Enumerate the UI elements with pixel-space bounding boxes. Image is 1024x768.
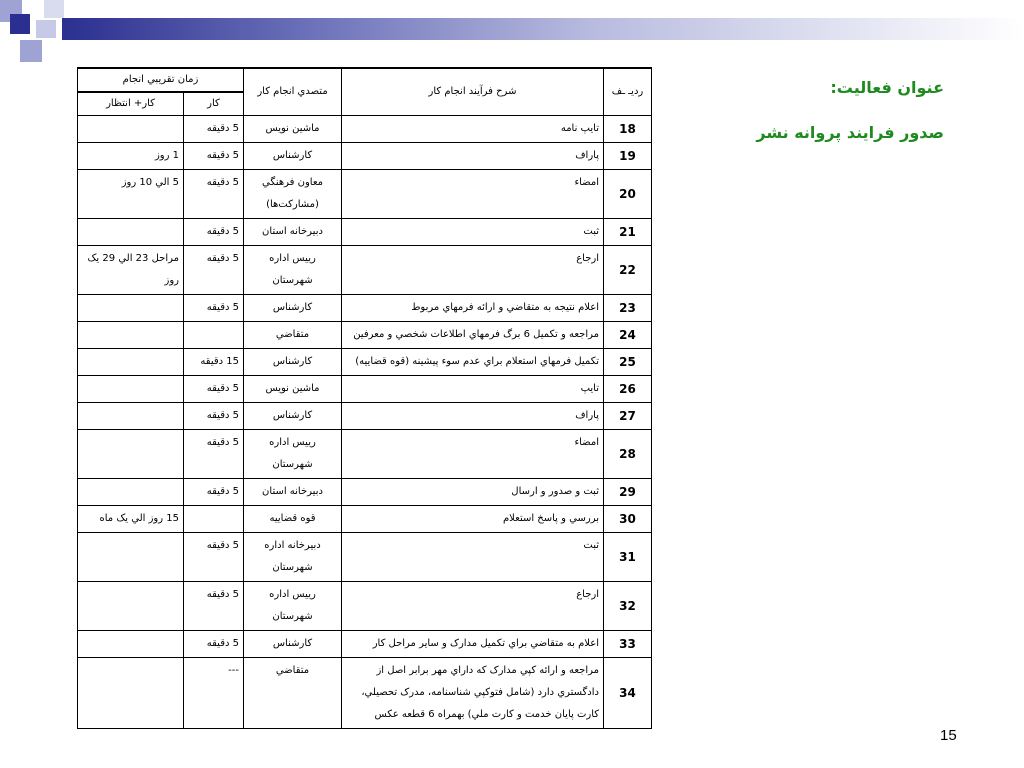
header-description: شرح فرآيند انجام کار [342,68,604,116]
cell-row-no: 28 [604,430,652,479]
cell-row-no: 30 [604,506,652,533]
cell-responsible: معاون فرهنگي (مشارکت‌ها) [244,170,342,219]
cell-work-time: 5 دقيقه [184,143,244,170]
cell-work-time: 5 دقيقه [184,116,244,143]
table-row [78,219,652,246]
table-row [78,376,652,403]
cell-responsible: رييس اداره شهرستان [244,430,342,479]
cell-responsible: کارشناس [244,349,342,376]
table-row [78,403,652,430]
cell-responsible: رييس اداره شهرستان [244,582,342,631]
cell-row-no: 21 [604,219,652,246]
cell-row-no: 26 [604,376,652,403]
cell-work-time [184,322,244,349]
cell-description: تکميل فرمهاي استعلام براي عدم سوء پيشينه (قوه قضاييه) [342,349,604,376]
cell-wait-time: 5 الي 10 روز [78,170,184,219]
cell-work-time [184,506,244,533]
cell-responsible: دبيرخانه اداره شهرستان [244,533,342,582]
header-row-no: رديـ ـف [604,68,652,116]
cell-responsible: دبيرخانه استان [244,479,342,506]
cell-responsible: دبيرخانه استان [244,219,342,246]
cell-work-time: 5 دقيقه [184,295,244,322]
cell-responsible: ماشين نويس [244,376,342,403]
cell-wait-time [78,322,184,349]
table-row [78,582,652,631]
table-body [78,116,652,729]
table-row [78,479,652,506]
cell-row-no: 32 [604,582,652,631]
cell-wait-time [78,430,184,479]
cell-wait-time [78,403,184,430]
cell-row-no: 33 [604,631,652,658]
header-responsible: متصدي انجام کار [244,68,342,116]
table-row [78,430,652,479]
table-row [78,658,652,729]
cell-wait-time [78,479,184,506]
cell-wait-time [78,533,184,582]
cell-description: مراجعه و ارائه کپي مدارک که داراي مهر برابر اصل از دادگستري دارد (شامل فتوکپي شناسنامه، مدرک تحصيلي، کارت پايان خدمت و کارت ملي) بهمراه 6 قطعه عکس [342,658,604,729]
cell-row-no: 19 [604,143,652,170]
cell-responsible: رييس اداره شهرستان [244,246,342,295]
cell-work-time: 5 دقيقه [184,479,244,506]
cell-responsible: کارشناس [244,631,342,658]
cell-work-time: 5 دقيقه [184,631,244,658]
cell-responsible: قوه قضاييه [244,506,342,533]
cell-work-time: 5 دقيقه [184,219,244,246]
table-row [78,246,652,295]
cell-work-time: 5 دقيقه [184,533,244,582]
table-row [78,116,652,143]
cell-responsible: متقاضي [244,322,342,349]
table-row [78,631,652,658]
activity-label: عنوان فعاليت: [830,78,944,97]
activity-title: صدور فرايند پروانه نشر [756,123,944,142]
cell-work-time: 5 دقيقه [184,246,244,295]
cell-description: ارجاع [342,246,604,295]
table-row [78,349,652,376]
header-work: کار [184,92,244,116]
table-row [78,506,652,533]
table-row [78,322,652,349]
cell-row-no: 34 [604,658,652,729]
cell-description: امضاء [342,170,604,219]
cell-work-time: 15 دقيقه [184,349,244,376]
cell-responsible: متقاضي [244,658,342,729]
table-row [78,143,652,170]
cell-description: ثبت [342,533,604,582]
cell-responsible: کارشناس [244,295,342,322]
cell-work-time: 5 دقيقه [184,582,244,631]
cell-description: ارجاع [342,582,604,631]
cell-wait-time [78,582,184,631]
cell-wait-time: 1 روز [78,143,184,170]
cell-row-no: 24 [604,322,652,349]
cell-work-time: --- [184,658,244,729]
cell-wait-time [78,349,184,376]
cell-wait-time: 15 روز الي يک ماه [78,506,184,533]
cell-wait-time [78,376,184,403]
cell-row-no: 29 [604,479,652,506]
cell-responsible: ماشين نويس [244,116,342,143]
cell-description: اعلام به متقاضي براي تکميل مدارک و ساير مراحل کار [342,631,604,658]
process-table [77,67,652,729]
table-row [78,170,652,219]
cell-description: ثبت [342,219,604,246]
cell-description: اعلام نتيجه به متقاضي و ارائه فرمهاي مربوط [342,295,604,322]
cell-description: مراجعه و تکميل 6 برگ فرمهاي اطلاعات شخصي و معرفين [342,322,604,349]
cell-work-time: 5 دقيقه [184,403,244,430]
cell-description: ثبت و صدور و ارسال [342,479,604,506]
cell-description: بررسي و پاسخ استعلام [342,506,604,533]
cell-row-no: 27 [604,403,652,430]
cell-description: امضاء [342,430,604,479]
header-work-wait: کار+ انتظار [78,92,184,116]
cell-row-no: 31 [604,533,652,582]
cell-row-no: 22 [604,246,652,295]
cell-wait-time [78,116,184,143]
cell-row-no: 25 [604,349,652,376]
cell-work-time: 5 دقيقه [184,430,244,479]
cell-work-time: 5 دقيقه [184,170,244,219]
cell-wait-time [78,658,184,729]
cell-work-time: 5 دقيقه [184,376,244,403]
cell-wait-time [78,219,184,246]
cell-row-no: 23 [604,295,652,322]
cell-wait-time [78,631,184,658]
cell-description: پاراف [342,403,604,430]
table-header-row [78,68,652,92]
table-row [78,533,652,582]
cell-responsible: کارشناس [244,143,342,170]
cell-description: تايپ [342,376,604,403]
cell-responsible: کارشناس [244,403,342,430]
cell-row-no: 18 [604,116,652,143]
header-gradient-bar [62,18,1024,40]
table-row [78,295,652,322]
activity-title-block [684,78,944,168]
cell-description: پاراف [342,143,604,170]
process-table-wrapper [77,67,651,729]
header-time-group: زمان تقريبي انجام [78,68,244,92]
page-number: 15 [940,727,957,744]
cell-wait-time [78,295,184,322]
cell-row-no: 20 [604,170,652,219]
cell-wait-time: مراحل 23 الي 29 يک روز [78,246,184,295]
cell-description: تايپ نامه [342,116,604,143]
